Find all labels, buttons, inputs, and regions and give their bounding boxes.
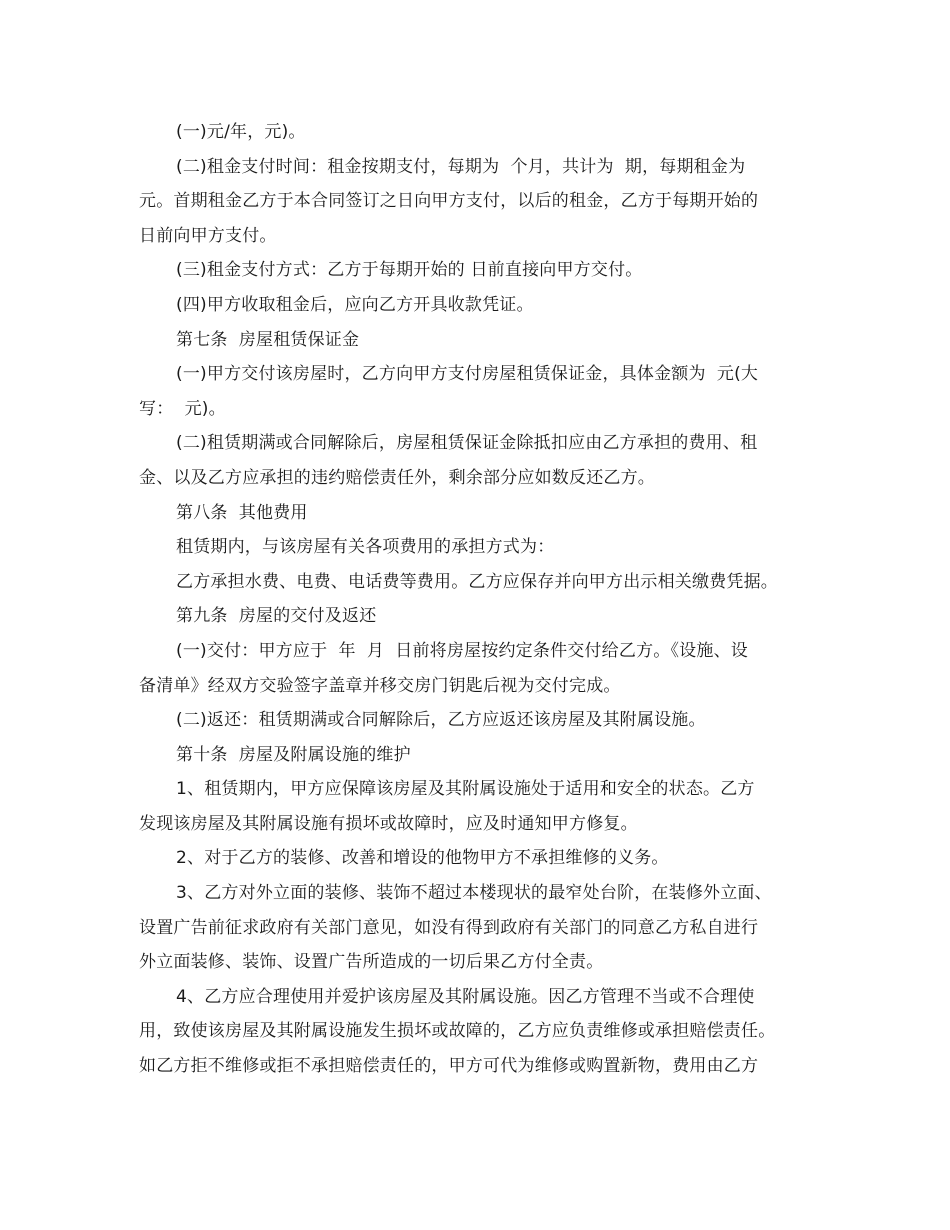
text-line: 1、租赁期内，甲方应保障该房屋及其附属设施处于适用和安全的状态。乙方 [176, 779, 755, 800]
text-line: (一)甲方交付该房屋时，乙方向甲方支付房屋租赁保证金，具体金额为 元(大 [176, 364, 759, 385]
text-line: 乙方承担水费、电费、电话费等费用。乙方应保存并向甲方出示相关缴费凭据。 [176, 571, 778, 592]
text-line: 如乙方拒不维修或拒不承担赔偿责任的，甲方可代为维修或购置新物，费用由乙方 [139, 1056, 759, 1077]
text-line: 租赁期内，与该房屋有关各项费用的承担方式为： [176, 537, 555, 558]
document-body [139, 115, 819, 1084]
text-line: 金、以及乙方应承担的违约赔偿责任外，剩余部分应如数反还乙方。 [139, 467, 655, 488]
article-heading: 第十条 房屋及附属设施的维护 [176, 744, 411, 765]
text-line: 外立面装修、装饰、设置广告所造成的一切后果乙方付全责。 [139, 952, 604, 973]
text-line: 元。首期租金乙方于本合同签订之日向甲方支付，以后的租金，乙方于每期开始的 [139, 191, 759, 212]
text-line: 4、乙方应合理使用并爱护该房屋及其附属设施。因乙方管理不当或不合理使 [176, 986, 755, 1007]
text-line: (一)元/年，元)。 [176, 122, 306, 142]
text-line: (一)交付：甲方应于 年 月 日前将房屋按约定条件交付给乙方。《设施、设 [176, 640, 748, 661]
text-line: (四)甲方收取租金后，应向乙方开具收款凭证。 [176, 294, 534, 315]
text-line: 写： 元)。 [139, 398, 226, 419]
text-line: 日前向甲方支付。 [139, 225, 277, 246]
text-line: (二)租金支付时间：租金按期支付，每期为 个月，共计为 期，每期租金为 [176, 156, 746, 177]
text-line: 2、对于乙方的装修、改善和增设的他物甲方不承担维修的义务。 [176, 848, 669, 869]
text-line: 备清单》经双方交验签字盖章并移交房门钥匙后视为交付完成。 [139, 675, 621, 696]
text-line: (二)返还：租赁期满或合同解除后，乙方应返还该房屋及其附属设施。 [176, 710, 706, 731]
article-heading: 第七条 房屋租赁保证金 [176, 329, 360, 350]
article-heading: 第八条 其他费用 [176, 502, 308, 523]
text-line: 3、乙方对外立面的装修、装饰不超过本楼现状的最窄处台阶，在装修外立面、 [176, 883, 772, 904]
text-line: (三)租金支付方式：乙方于每期开始的 日前直接向甲方交付。 [176, 260, 643, 281]
text-line: 用，致使该房屋及其附属设施发生损坏或故障的，乙方应负责维修或承担赔偿责任。 [139, 1021, 776, 1042]
text-line: 设置广告前征求政府有关部门意见，如没有得到政府有关部门的同意乙方私自进行 [139, 917, 759, 938]
article-heading: 第九条 房屋的交付及返还 [176, 606, 377, 627]
text-line: (二)租赁期满或合同解除后，房屋租赁保证金除抵扣应由乙方承担的费用、租 [176, 433, 758, 454]
text-line: 发现该房屋及其附属设施有损坏或故障时，应及时通知甲方修复。 [139, 813, 638, 834]
